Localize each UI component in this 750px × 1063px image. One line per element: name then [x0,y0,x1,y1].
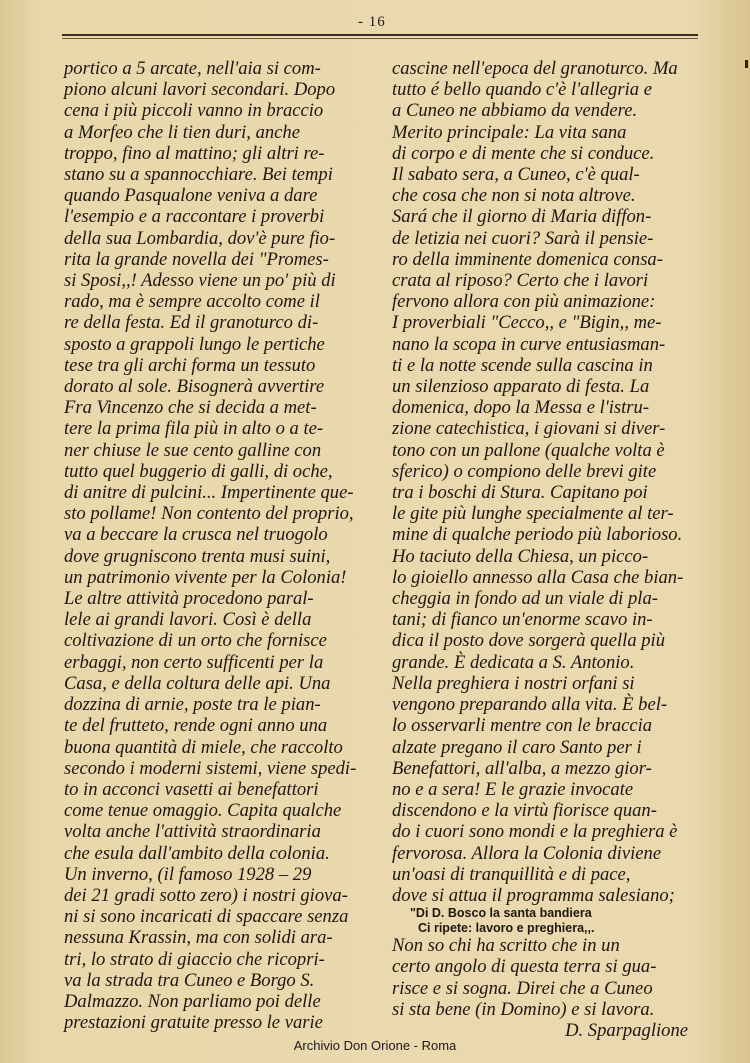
left-text-line-39: Un inverno, (il famoso 1928 – 29 [64,863,312,885]
archive-footer: Archivio Don Orione - Roma [293,1038,457,1053]
left-text-line-43: tri, lo strato di giaccio che ricopri- [64,948,325,970]
right-text-line-35: no e a sera! E le grazie invocate [392,778,634,800]
right-text-line-40: dove si attua il programma salesiano; [392,884,675,906]
right-text-line-18: zione catechistica, i giovani si diver- [392,418,666,440]
left-text-line-38: che esula dall'ambito della colonia. [64,842,330,864]
left-text-line-46: prestazioni gratuite presso le varie [64,1012,323,1034]
right-column [392,58,706,1041]
left-text-line-28: coltivazione di un orto che fornisce [64,630,327,652]
left-text-line-41: ni si sono incaricati di spaccare senza [64,906,349,928]
right-text-line-10: ro della imminente domenica consa- [392,248,663,270]
left-text-line-19: ner chiuse le sue cento galline con [64,439,322,461]
left-text-line-40: dei 21 gradi sotto zero) i nostri giova- [64,884,348,906]
closing-text-line-2: certo angolo di questa terra si gua- [392,956,657,978]
left-text-line-10: rita la grande novella dei "Promes- [64,248,329,270]
left-text-line-23: va a beccare la crusca nel truogolo [64,524,328,546]
left-text-line-11: si Sposi,,! Adesso viene un po' più di [64,270,336,292]
right-text-line-32: lo osservarli mentre con le braccia [392,715,653,737]
left-text-line-31: dozzina di arnie, poste tra le pian- [64,694,321,716]
left-text-line-29: erbaggi, non certo sufficenti per la [64,651,324,673]
right-text-line-30: Nella preghiera i nostri orfani si [392,672,635,694]
right-text-line-13: I proverbiali "Cecco,, e "Bigin,, me- [392,312,662,334]
right-column-closing-text [392,935,706,1020]
left-text-line-36: come tenue omaggio. Capita qualche [64,800,342,822]
left-text-line-8: l'esempio e a raccontare i proverbi [64,206,325,228]
right-text-line-26: cheggia in fondo ad un viale di pla- [392,588,658,610]
left-text-line-5: troppo, fino al mattino; gli altri re- [64,142,325,164]
right-text-line-12: fervono allora con più animazione: [392,291,656,313]
left-text-line-35: to in acconci vasetti ai benefattori [64,778,319,800]
left-text-line-34: secondo i moderni sistemi, viene spedi- [64,757,357,779]
left-text-line-37: volta anche l'attività straordinaria [64,821,321,843]
right-column-text [392,58,706,906]
left-text-line-33: buona quantità di miele, che raccolto [64,736,343,758]
closing-text-line-1: Non so chi ha scritto che in un [392,935,620,957]
right-text-line-36: discendono e la virtù fiorisce quan- [392,800,657,822]
page-number: - 16 [358,14,386,30]
left-text-line-18: tere la prima fila più in alto o a te- [64,418,324,440]
left-text-line-16: dorato al sole. Bisognerà avvertire [64,376,325,398]
author-signature: D. Sparpaglione [565,1019,688,1041]
right-text-line-27: tani; di fianco un'enorme scavo in- [392,609,653,631]
quote-line-2: Ci ripete: lavoro e preghiera,,. [418,920,595,935]
left-text-line-6: stano su a spannocchiare. Bei tempi [64,164,333,186]
right-text-line-37: do i cuori sono mondi e la preghiera è [392,821,678,843]
right-text-line-25: lo gioiello annesso alla Casa che bian- [392,566,684,588]
left-text-line-24: dove grugniscono trenta musi suini, [64,545,331,567]
left-text-line-20: tutto quel buggerio di galli, di oche, [64,460,333,482]
quote-line-1: "Di D. Bosco la santa bandiera [410,906,592,921]
right-text-line-16: un silenzioso apparato di festa. La [392,376,650,398]
right-text-line-34: Benefattori, all'alba, a mezzo gior- [392,757,652,779]
left-column [64,58,376,1033]
closing-text-line-3: risce e si sogna. Direi che a Cuneo [392,977,653,999]
right-text-line-39: un'oasi di tranquillità e di pace, [392,863,631,885]
right-text-line-38: fervorosa. Allora la Colonia diviene [392,842,662,864]
left-text-line-27: lele ai grandi lavori. Così è della [64,609,312,631]
right-text-line-20: sferico) o compiono delle brevi gite [392,460,657,482]
right-text-line-2: tutto é bello quando c'è l'allegria e [392,79,652,101]
left-text-line-1: portico a 5 arcate, nell'aia si com- [64,58,321,79]
blockquote-motto [392,906,706,935]
left-text-line-22: sto pollame! Non contento del proprio, [64,503,354,525]
left-text-line-4: a Morfeo che li tien duri, anche [64,121,300,143]
left-text-line-12: rado, ma è sempre accolto come il [64,291,320,313]
right-text-line-9: de letizia nei cuori? Sarà il pensie- [392,227,654,249]
right-text-line-15: ti e la notte scende sulla cascina in [392,354,653,376]
right-text-line-28: dica il posto dove sorgerà quella più [392,630,666,652]
right-text-line-5: di corpo e di mente che si conduce. [392,142,655,164]
right-text-line-14: nano la scopa in curve entusiasman- [392,333,666,355]
left-text-line-15: tese tra gli archi forma un tessuto [64,354,316,376]
right-text-line-8: Sará che il giorno di Maria diffon- [392,206,652,228]
right-text-line-17: domenica, dopo la Messa e l'istru- [392,397,650,419]
right-text-line-33: alzate pregano il caro Santo per i [392,736,642,758]
right-text-line-19: tono con un pallone (qualche volta è [392,439,665,461]
closing-text-line-4: si sta bene (in Domino) e si lavora. [392,998,655,1020]
left-text-line-9: della sua Lombardia, dov'è pure fio- [64,227,336,249]
left-text-line-2: piono alcuni lavori secondari. Dopo [64,79,336,101]
left-text-line-7: quando Pasqualone veniva a dare [64,185,318,207]
left-text-line-26: Le altre attività procedono paral- [64,588,314,610]
header-rule-thin [62,38,698,39]
right-text-line-31: vengono preparando alla vita. È bel- [392,694,668,716]
left-text-line-21: di anitre di pulcini... Impertinente que- [64,482,354,504]
right-text-line-6: Il sabato sera, a Cuneo, c'è qual- [392,164,640,186]
left-text-line-42: nessuna Krassin, ma con solidi ara- [64,927,333,949]
right-text-line-7: che cosa che non si nota altrove. [392,185,636,207]
left-text-line-30: Casa, e della coltura delle api. Una [64,672,331,694]
right-text-line-29: grande. È dedicata a S. Antonio. [392,651,635,673]
right-text-line-21: tra i boschi di Stura. Capitano poi [392,482,648,504]
left-text-line-44: va la strada tra Cuneo e Borgo S. [64,969,315,991]
right-text-line-23: mine di qualche periodo più laborioso. [392,524,683,546]
left-text-line-32: te del frutteto, rende ogni anno una [64,715,328,737]
right-text-line-4: Merito principale: La vita sana [392,121,627,143]
right-text-line-22: le gite più lunghe specialmente al ter- [392,503,674,525]
right-text-line-1: cascine nell'epoca del granoturco. Ma [392,58,678,79]
left-text-line-25: un patrimonio vivente per la Colonia! [64,566,347,588]
right-text-line-3: a Cuneo ne abbiamo da vendere. [392,100,638,122]
right-text-line-24: Ho taciuto della Chiesa, un picco- [392,545,649,567]
header-rule [62,34,698,36]
page-edge-mark [745,60,748,68]
left-text-line-45: Dalmazzo. Non parliamo poi delle [64,990,321,1012]
left-text-line-17: Fra Vincenzo che si decida a met- [64,397,317,419]
left-text-line-13: re della festa. Ed il granoturco di- [64,312,319,334]
left-text-line-14: sposto a grappoli lungo le pertiche [64,333,325,355]
left-text-line-3: cena i più piccoli vanno in braccio [64,100,324,122]
right-text-line-11: crata al riposo? Certo che i lavori [392,270,649,292]
